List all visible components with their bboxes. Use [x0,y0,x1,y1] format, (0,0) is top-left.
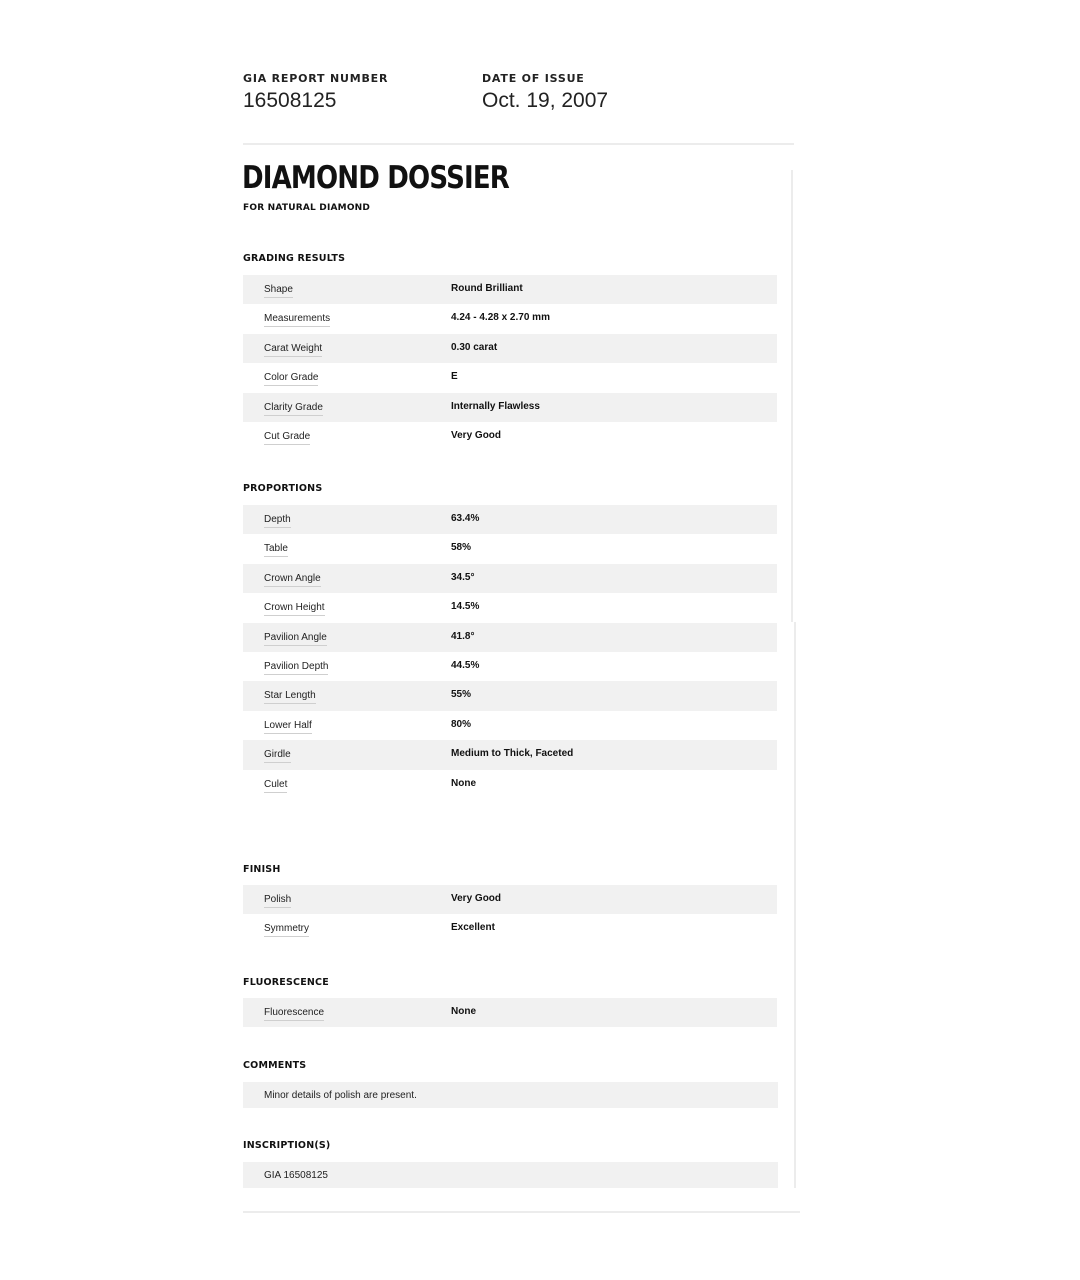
date-of-issue-label: DATE OF ISSUE [482,72,585,85]
table-row [243,681,777,710]
table-row [243,770,777,799]
report-header [243,72,803,122]
row-value: Excellent [451,922,495,934]
inscriptions-title: INSCRIPTION(S) [243,1140,331,1151]
date-of-issue-block [482,72,608,113]
inscriptions-box [243,1162,778,1188]
row-label: Carat Weight [264,343,322,357]
report-number-block [243,72,388,113]
row-label: Color Grade [264,372,318,386]
comments-box [243,1082,778,1108]
table-row [243,275,777,304]
table-row [243,711,777,740]
right-border-upper [791,170,793,622]
row-label: Lower Half [264,720,312,734]
row-label: Pavilion Depth [264,661,328,675]
table-row [243,422,777,451]
row-value: Round Brilliant [451,283,523,294]
table-row [243,623,777,652]
proportions-title: PROPORTIONS [243,483,323,494]
grading-results-table [243,275,777,451]
comments-text: Minor details of polish are present. [264,1090,417,1101]
table-row [243,740,777,769]
bottom-divider [243,1211,800,1213]
row-value: Internally Flawless [451,400,540,412]
row-label: Fluorescence [264,1007,324,1021]
proportions-table [243,505,777,799]
table-row [243,393,777,422]
row-label: Star Length [264,690,316,704]
page-title: DIAMOND DOSSIER [242,160,510,196]
comments-title: COMMENTS [243,1060,307,1071]
row-value: None [451,777,476,789]
table-row [243,534,777,563]
row-value: Very Good [451,893,502,904]
row-label: Measurements [264,313,330,327]
row-value: Medium to Thick, Faceted [451,748,574,760]
report-number: 16508125 [243,89,337,112]
table-row [243,363,777,392]
row-label: Symmetry [264,923,309,937]
row-value: 0.30 carat [451,341,498,353]
fluorescence-table [243,998,777,1027]
right-border-lower [794,622,796,1188]
table-row [243,564,777,593]
row-label: Crown Angle [264,573,321,587]
row-label: Crown Height [264,602,325,616]
top-divider [243,143,794,145]
table-row [243,652,777,681]
row-value: None [451,1006,476,1017]
inscriptions-text: GIA 16508125 [264,1170,328,1181]
row-value: 41.8° [451,630,475,642]
row-value: 58% [451,542,472,554]
date-of-issue: Oct. 19, 2007 [482,89,609,112]
row-label: Table [264,543,288,557]
table-row [243,998,777,1027]
row-label: Depth [264,514,291,528]
grading-results-title: GRADING RESULTS [243,253,346,264]
row-label: Shape [264,284,293,298]
row-label: Pavilion Angle [264,632,327,646]
row-value: 63.4% [451,513,480,524]
table-row [243,505,777,534]
row-value: 44.5% [451,659,480,671]
row-value: 80% [451,718,472,730]
row-label: Polish [264,894,291,908]
table-row [243,885,777,914]
row-label: Clarity Grade [264,402,323,416]
row-label: Girdle [264,749,291,763]
row-value: 14.5% [451,601,480,613]
table-row [243,304,777,333]
row-label: Cut Grade [264,431,310,445]
row-value: 4.24 - 4.28 x 2.70 mm [451,312,550,324]
row-value: 34.5° [451,571,475,583]
row-value: E [451,371,458,383]
fluorescence-title: FLUORESCENCE [243,977,329,988]
report-number-label: GIA REPORT NUMBER [243,72,389,85]
table-row [243,334,777,363]
row-label: Culet [264,779,287,793]
finish-table [243,885,777,944]
row-value: Very Good [451,429,502,441]
finish-title: FINISH [243,864,281,875]
table-row [243,593,777,622]
page-subtitle: FOR NATURAL DIAMOND [243,203,371,213]
row-value: 55% [451,689,472,701]
table-row [243,914,777,943]
